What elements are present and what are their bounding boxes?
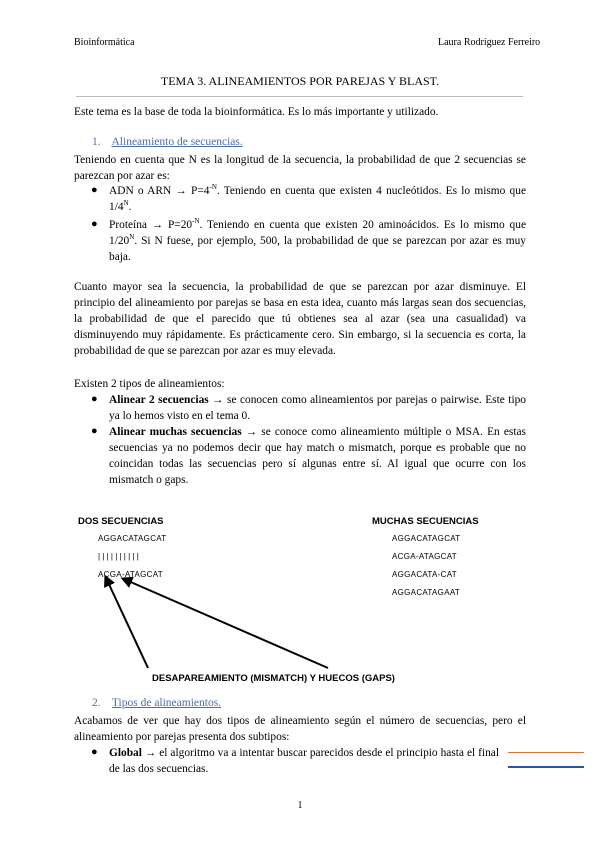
global-line-orange xyxy=(508,752,584,753)
bullet1-text-a: ADN o ARN → P=4 xyxy=(109,185,210,197)
bullet4-text: → se conoce como alineamiento múltiple o MSA. En estas secuencias ya no podemos decir que hay match o mismatch, porque es probable que no coincidan todas las secuencias pero sí algunas entre sí. Al igual que ocurre con los mismatch o gaps. xyxy=(109,426,526,486)
figure-arrows xyxy=(90,570,350,680)
section1-paragraph-2: Cuanto mayor sea la secuencia, la probabilidad de que se parezcan por azar disminuye. El principio del alineamiento por parejas se basa en esta idea, cuanto más largas sean dos secuencias, la probabilidad de que el parecido que tú obtienes sea al azar (sea una casualidad) va disminuyendo muy rápidamente. Es prácticamente cero. Sin embargo, si la secuencia es corta, la probabilidad de que se parezcan por azar es muy elevada. xyxy=(74,281,526,357)
right-seq-3: AGGACATA-CAT xyxy=(392,570,457,579)
header-left: Bioinformática xyxy=(74,37,135,48)
section1-heading xyxy=(92,136,243,148)
bullet-dot: ● xyxy=(91,746,98,758)
gap-arrow xyxy=(126,580,328,668)
figure-left-title: DOS SECUENCIAS xyxy=(78,516,164,527)
list-item xyxy=(109,392,526,424)
bullet-dot: ● xyxy=(91,218,98,230)
bullet3-bold: Alinear 2 secuencias xyxy=(109,394,209,406)
list-item xyxy=(109,217,526,265)
header-right: Laura Rodríguez Ferreiro xyxy=(438,37,541,48)
intro-paragraph: Este tema es la base de toda la bioinformática. Es lo más importante y utilizado. xyxy=(74,106,439,118)
section2-paragraph: Acabamos de ver que hay dos tipos de alineamiento según el número de secuencias, pero el alineamiento por parejas presenta dos subtipos: xyxy=(74,715,526,743)
bullet1-text-b: . Teniendo en cuenta que existen 4 nucleótidos. Es lo mismo que 1/4 xyxy=(109,185,526,213)
left-seq-1: AGGACATAGCAT xyxy=(98,534,167,543)
bullet1-text-c: . xyxy=(128,201,132,213)
list-item xyxy=(109,183,526,215)
page-title: TEMA 3. ALINEAMIENTOS POR PAREJAS Y BLAST. xyxy=(160,74,440,88)
section1-title: Alineamiento de secuencias. xyxy=(111,136,243,148)
section1-number: 1. xyxy=(92,136,101,148)
global-line-blue xyxy=(508,766,584,768)
mismatch-arrow xyxy=(107,580,148,668)
bullet2-sup: -N xyxy=(192,217,200,226)
bullet1-sup: -N xyxy=(209,183,217,192)
bullet-dot: ● xyxy=(91,393,98,405)
bullet-dot: ● xyxy=(91,184,98,196)
section1-paragraph: Teniendo en cuenta que N es la longitud de la secuencia, la probabilidad de que 2 secuencias se parezcan por azar es: xyxy=(74,154,526,182)
bullet2-sup2: N xyxy=(129,233,135,242)
section2-bullet-bold: Global xyxy=(109,747,142,759)
bullet3-text: → se conocen como alineamientos por parejas o pairwise. Este tipo ya lo hemos visto en el tema 0. xyxy=(109,394,526,422)
section1-paragraph-3: Existen 2 tipos de alineamientos: xyxy=(74,378,225,390)
bullet1-sup2: N xyxy=(123,199,129,208)
bullet2-text-c: . Si N fuese, por ejemplo, 500, la probabilidad de que se parezcan por azar es muy baja. xyxy=(109,235,526,263)
right-seq-1: AGGACATAGCAT xyxy=(392,534,461,543)
left-seq-match: | | | | | | | | | | xyxy=(98,552,139,561)
section2-number: 2. xyxy=(92,697,101,709)
section2-title: Tipos de alineamientos. xyxy=(111,697,222,709)
bullet2-text-b: . Teniendo en cuenta que existen 20 aminoácidos. Es lo mismo que 1/20 xyxy=(109,219,526,247)
bullet-dot: ● xyxy=(91,425,98,437)
page-number: 1 xyxy=(297,800,303,811)
title-divider xyxy=(76,96,523,97)
right-seq-4: AGGACATAGAAT xyxy=(392,588,461,597)
section2-heading xyxy=(92,697,221,709)
figure-caption: DESAPAREAMIENTO (MISMATCH) Y HUECOS (GAPS) xyxy=(152,673,395,684)
list-item xyxy=(109,745,499,777)
bullet2-text-a: Proteína → P=20 xyxy=(109,219,193,231)
left-seq-2: ACGA-ATAGCAT xyxy=(98,570,163,579)
bullet4-bold: Alinear muchas secuencias xyxy=(109,426,242,438)
section2-bullet-text: → el algoritmo va a intentar buscar parecidos desde el principio hasta el final de las dos secuencias. xyxy=(109,747,499,775)
right-seq-2: ACGA-ATAGCAT xyxy=(392,552,457,561)
figure-right-title: MUCHAS SECUENCIAS xyxy=(372,516,479,527)
list-item xyxy=(109,424,526,488)
